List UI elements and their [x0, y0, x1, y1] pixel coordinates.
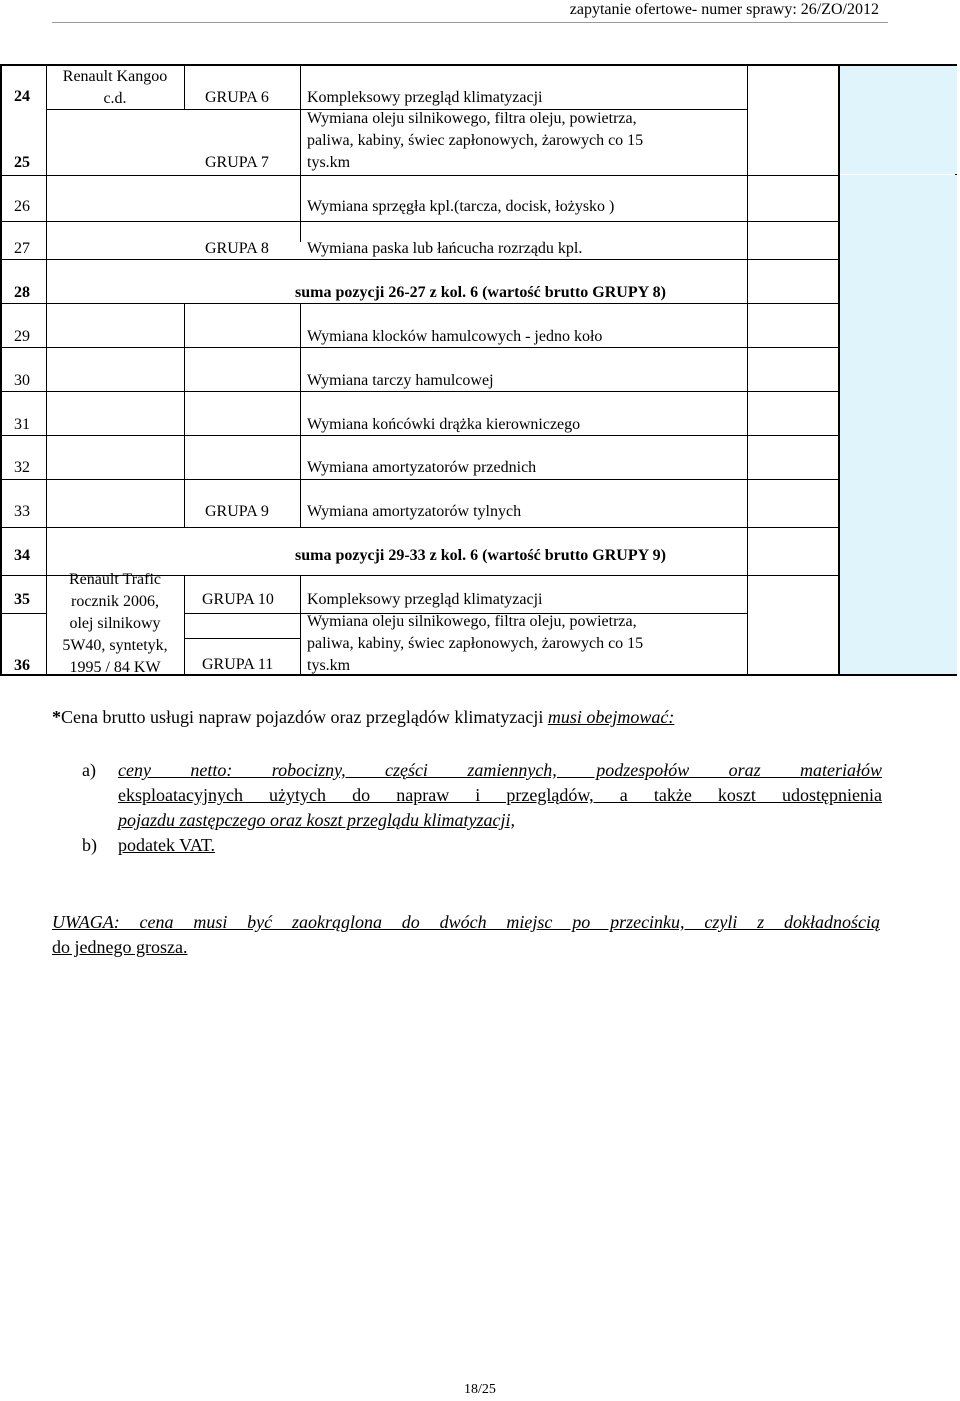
row-26-number: 26 [14, 198, 30, 215]
row-25-group: GRUPA 7 [205, 154, 269, 171]
row-35-group: GRUPA 10 [202, 591, 274, 608]
row-30-description: Wymiana tarczy hamulcowej [307, 372, 494, 389]
row-31-description: Wymiana końcówki drążka kierowniczego [307, 416, 581, 433]
row-32-number: 32 [14, 459, 30, 476]
row-25-number: 25 [14, 154, 30, 171]
row-33-group: GRUPA 9 [205, 503, 269, 520]
row-34-summary: suma pozycji 29-33 z kol. 6 (wartość brutto GRUPY 9) [295, 547, 666, 564]
row-35-description: Kompleksowy przegląd klimatyzacji [307, 591, 543, 608]
row-33-description: Wymiana amortyzatorów tylnych [307, 503, 522, 520]
header-title: zapytanie ofertowe- numer sprawy: 26/ZO/2012 [569, 1, 879, 18]
row-30-number: 30 [14, 372, 30, 389]
notes-section [52, 705, 882, 957]
row-34-number: 34 [14, 547, 30, 564]
row-29-description: Wymiana klocków hamulcowych - jedno koło [307, 328, 603, 345]
page-number: 18/25 [464, 1382, 496, 1397]
row-28-summary: suma pozycji 26-27 z kol. 6 (wartość brutto GRUPY 8) [295, 284, 666, 301]
price-statement: *Cena brutto usługi napraw pojazdów oraz przeglądów klimatyzacji musi obejmować: [52, 707, 675, 727]
page-header [52, 0, 888, 23]
row-32-description: Wymiana amortyzatorów przednich [307, 459, 537, 476]
row-27-number: 27 [14, 240, 30, 257]
row-36-description: Wymiana oleju silnikowego, filtra oleju, powietrza, paliwa, kabiny, świec zapłonowych, żarowych co 15 tys.km [307, 613, 644, 674]
vehicle-kangoo: Renault Kangoo c.d. [62, 68, 168, 107]
row-36-group: GRUPA 11 [202, 656, 274, 673]
row-24-group: GRUPA 6 [205, 89, 269, 106]
row-28-number: 28 [14, 284, 30, 301]
row-29-number: 29 [14, 328, 30, 345]
value-cell-35-36[interactable] [840, 575, 957, 674]
row-35-number: 35 [14, 591, 30, 608]
uwaga-note: UWAGA: cena musi być zaokrąglona do dwóch miejsc po przecinku, czyli z dokładnością do jednego grosza. [52, 912, 880, 957]
row-25-description: Wymiana oleju silnikowego, filtra oleju, powietrza, paliwa, kabiny, świec zapłonowych, żarowych co 15 tys.km [307, 110, 644, 171]
row-27-description: Wymiana paska lub łańcucha rozrządu kpl. [307, 240, 583, 257]
service-table [0, 64, 957, 676]
row-24-description: Kompleksowy przegląd klimatyzacji [307, 89, 543, 106]
row-36-number: 36 [14, 657, 30, 674]
row-24-number: 24 [14, 88, 30, 105]
row-26-description: Wymiana sprzęgła kpl.(tarcza, docisk, łożysko ) [307, 198, 615, 215]
vehicle-trafic: Renault Trafic rocznik 2006, olej silnikowy 5W40, syntetyk, 1995 / 84 KW [62, 571, 168, 676]
list-item-b: b) podatek VAT. [82, 835, 215, 855]
list-item-a: a) ceny netto: robocizny, części zamiennych, podzespołów oraz materiałów eksploatacyjnych użytych do napraw i przeglądów, a także koszt udostępnienia pojazdu zastępczego oraz koszt przeglądu klimatyzacji, [82, 760, 882, 830]
row-33-number: 33 [14, 503, 30, 520]
value-cell-24-25[interactable] [840, 66, 957, 174]
row-31-number: 31 [14, 416, 30, 433]
price-components-list [82, 758, 882, 858]
row-27-group: GRUPA 8 [205, 240, 269, 257]
